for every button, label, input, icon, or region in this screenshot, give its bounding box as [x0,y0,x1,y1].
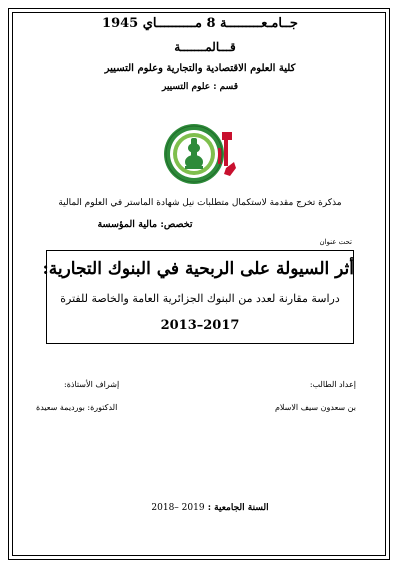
thesis-period: 2013–2017 [160,318,240,333]
supervisor-label: إشراف الأستاذة: [64,380,120,389]
thesis-title: أثر السيولة على الربحية في البنوك التجارية: [42,259,354,279]
thesis-subtitle: دراسة مقارنة لعدد من البنوك الجزائرية العامة والخاصة للفترة [60,292,340,305]
faculty-name: كلية العلوم الاقتصادية والتجارية وعلوم التسيير [104,63,296,74]
memo-purpose: مذكرة تخرج مقدمة لاستكمال متطلبات نيل شهادة الماستر في العلوم المالية [58,198,342,208]
emblem-side-mark [218,132,236,176]
city-name: قـــالمـــــــة [174,40,236,54]
academic-year-value: 2018– 2019 [151,503,205,513]
academic-year [100,503,320,513]
university-name: جــامـعـــــــــة 8 مــــــــــاي 1945 [102,16,298,31]
under-title-label: تحت عنوان [319,238,352,246]
university-emblem-icon [158,118,240,190]
student-name: بن سعدون سيف الاسلام [274,403,356,412]
supervisor-name: الدكتورة: بورديمة سعيدة [36,403,118,412]
specialization: تخصص: مالية المؤسسة [97,219,193,230]
student-label: إعداد الطالب: [309,380,356,389]
department-name: قسم : علوم التسيير [162,82,238,92]
academic-year-label: السنة الجامعية : [207,503,269,513]
